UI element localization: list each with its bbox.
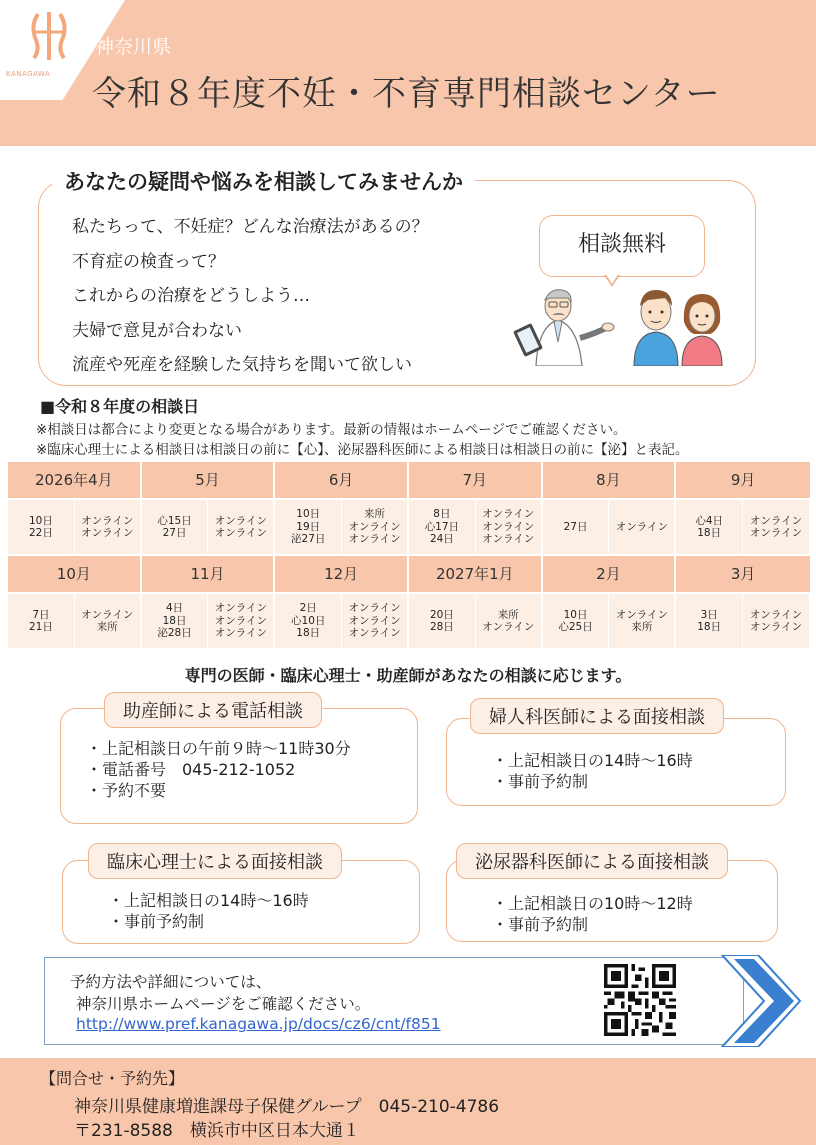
method-cell: オンライン オンライン [743, 594, 810, 648]
questions-title: あなたの疑問や悩みを相談してみませんか [52, 166, 475, 196]
detail-line: ・予約不要 [86, 781, 167, 800]
method-cell: オンライン オンライン [743, 500, 810, 554]
month-header: 11月 [142, 556, 276, 592]
question-item: 私たちって、不妊症？どんな治療法があるの？ [72, 217, 429, 237]
month-header: 7月 [409, 462, 543, 498]
detail-line: ・事前予約制 [492, 772, 589, 791]
counselor-couple-illustration [510, 282, 730, 366]
header-banner [0, 0, 816, 146]
month-header: 2月 [543, 556, 677, 592]
questions-list [72, 214, 429, 387]
info-line: 予約方法や詳細については、 [70, 973, 272, 991]
midwife-phone-title: 助産師による電話相談 [104, 692, 322, 728]
method-cell: オンライン [609, 500, 676, 554]
detail-line: ・上記相談日の14時～16時 [492, 751, 693, 770]
experts-statement: 専門の医師・臨床心理士・助産師があなたの相談に応じます。 [184, 666, 632, 685]
homepage-link[interactable]: http://www.pref.kanagawa.jp/docs/cz6/cnt/f851 [76, 1015, 441, 1033]
date-cell: 7日 21日 [8, 594, 75, 648]
man-figure [634, 290, 678, 366]
info-line: 神奈川県ホームページをご確認ください。 [76, 995, 371, 1013]
date-cell: 10日 心25日 [543, 594, 610, 648]
detail-line: ・上記相談日の10時～12時 [492, 894, 693, 913]
method-cell: オンライン 来所 [609, 594, 676, 648]
gynecologist-title: 婦人科医師による面接相談 [470, 698, 724, 734]
contact-address: 〒231-8588 横浜市中区日本大通１ [74, 1121, 360, 1141]
logo-text: KANAGAWA [6, 70, 51, 78]
free-consultation-badge: 相談無料 [539, 215, 705, 277]
urologist-title: 泌尿器科医師による面接相談 [456, 843, 728, 879]
question-item: これからの治療をどうしよう… [72, 286, 310, 306]
method-cell: オンライン 来所 [75, 594, 142, 648]
chevron-right-icon [716, 955, 806, 1047]
date-cell: 心15日 27日 [142, 500, 209, 554]
month-header: 10月 [8, 556, 142, 592]
schedule-note: ※臨床心理士による相談日は相談日の前に【心】、泌尿器科医師による相談日は相談日の前に【泌】と表記。 [36, 442, 689, 458]
month-header: 9月 [730, 471, 756, 489]
month-header: 2027年1月 [409, 556, 543, 592]
schedule-note: ※相談日は都合により変更となる場合があります。最新の情報はホームページでご確認ください。 [36, 422, 627, 438]
woman-figure [682, 294, 722, 366]
method-cell: オンライン オンライン オンライン [208, 594, 275, 648]
month-header: 3月 [730, 565, 756, 583]
psychologist-details [108, 890, 309, 932]
date-cell: 心4日 18日 [676, 500, 743, 554]
schedule-heading: ■令和８年度の相談日 [40, 397, 200, 416]
month-header: 5月 [142, 462, 276, 498]
kanagawa-logo-icon [26, 10, 72, 62]
question-item: 不育症の検査って？ [72, 251, 225, 272]
method-cell: オンライン オンライン オンライン [476, 500, 543, 554]
month-header: 12月 [275, 556, 409, 592]
schedule-table [8, 462, 810, 650]
date-cell: 27日 [543, 500, 610, 554]
date-cell: 4日 18日 泌28日 [142, 594, 209, 648]
method-cell: 来所 オンライン [476, 594, 543, 648]
contact-organization: 神奈川県健康増進課母子保健グループ 045-210-4786 [74, 1097, 500, 1117]
month-header: 8月 [543, 462, 677, 498]
qr-code-icon[interactable] [604, 964, 676, 1036]
month-header: 2026年4月 [8, 462, 142, 498]
contact-label: 【問合せ・予約先】 [40, 1069, 185, 1088]
method-cell: オンライン オンライン オンライン [342, 594, 409, 648]
schedule-day-row [8, 592, 810, 650]
prefecture-name: 神奈川県 [95, 36, 172, 58]
date-cell: 8日 心17日 24日 [409, 500, 476, 554]
month-header-row [8, 556, 810, 592]
date-cell: 10日 19日 泌27日 [275, 500, 342, 554]
psychologist-title: 臨床心理士による面接相談 [88, 843, 342, 879]
month-header-row [8, 462, 810, 498]
method-cell: オンライン オンライン [75, 500, 142, 554]
date-cell: 2日 心10日 18日 [275, 594, 342, 648]
detail-line: ・事前予約制 [108, 912, 205, 931]
method-cell: 来所 オンライン オンライン [342, 500, 409, 554]
midwife-phone-details [86, 738, 351, 801]
date-cell: 20日 28日 [409, 594, 476, 648]
question-item: 夫婦で意見が合わない [72, 320, 242, 341]
month-header: 6月 [275, 462, 409, 498]
detail-line: ・上記相談日の14時～16時 [108, 891, 309, 910]
question-item: 流産や死産を経験した気持ちを聞いて欲しい [72, 355, 412, 375]
date-cell: 3日 18日 [676, 594, 743, 648]
detail-line: ・事前予約制 [492, 915, 589, 934]
detail-line: ・電話番号 045-212-1052 [86, 760, 296, 779]
doctor-figure [513, 290, 614, 366]
page-title: 令和８年度不妊・不育専門相談センター [92, 74, 721, 114]
contact-footer [0, 1058, 816, 1145]
gynecologist-details [492, 750, 693, 792]
schedule-day-row [8, 498, 810, 556]
method-cell: オンライン オンライン [208, 500, 275, 554]
date-cell: 10日 22日 [8, 500, 75, 554]
detail-line: ・上記相談日の午前９時～11時30分 [86, 739, 351, 758]
urologist-details [492, 893, 693, 935]
